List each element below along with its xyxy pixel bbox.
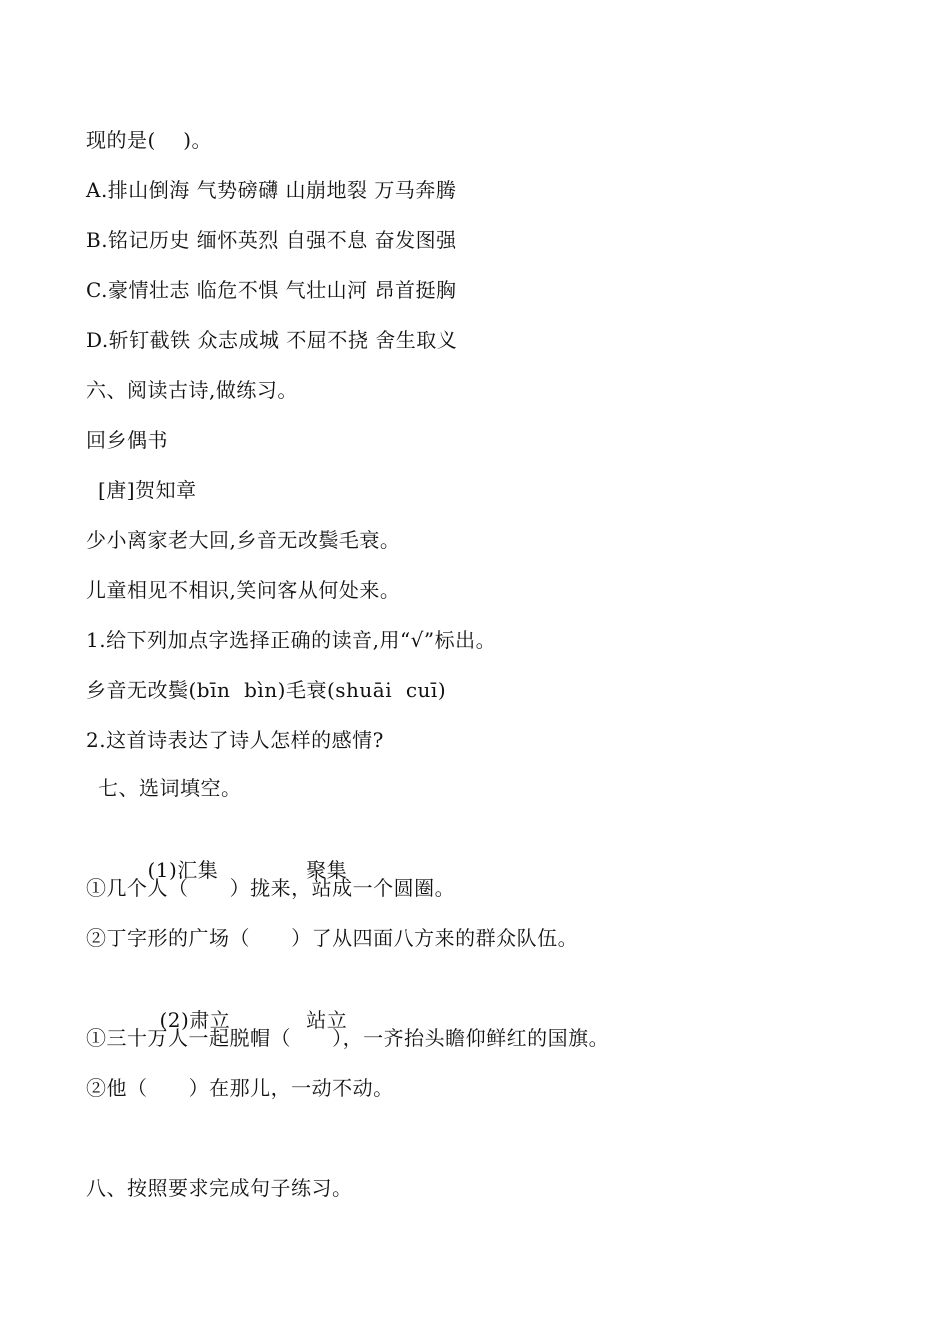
poem-author: [唐]贺知章 — [98, 478, 197, 502]
section-seven-heading: 七、选词填空。 — [98, 776, 242, 800]
fill-blank-1: ①几个人（ ）拢来，站成一个圆圈。 — [86, 876, 456, 900]
poem-line-1: 少小离家老大回,乡音无改鬓毛衰。 — [86, 528, 401, 552]
option-a: A.排山倒海 气势磅礴 山崩地裂 万马奔腾 — [86, 178, 457, 202]
word-group-1 — [120, 822, 348, 882]
fill-blank-2: ②丁字形的广场（ ）了从四面八方来的群众队伍。 — [86, 926, 579, 950]
option-b: B.铭记历史 缅怀英烈 自强不息 奋发图强 — [86, 228, 457, 252]
word-group-2-option: 站立 — [306, 1008, 348, 1032]
pronunciation-choices: 乡音无改鬓(bīn bìn)毛衰(shuāi cuī) — [86, 678, 447, 702]
fill-blank-3: ①三十万人一起脱帽（ ），一齐抬头瞻仰鲜红的国旗。 — [86, 1026, 610, 1050]
word-group-1-label: (1)汇集 — [147, 858, 219, 882]
word-group-2-label: (2)肃立 — [159, 1008, 231, 1032]
option-c: C.豪情壮志 临危不惧 气壮山河 昂首挺胸 — [86, 278, 457, 302]
word-group-2 — [132, 972, 348, 1032]
section-eight-heading: 八、按照要求完成句子练习。 — [86, 1176, 353, 1200]
poem-title: 回乡偶书 — [86, 428, 168, 452]
question-stem-end: 现的是( )。 — [86, 128, 213, 152]
option-d: D.斩钉截铁 众志成城 不屈不挠 舍生取义 — [86, 328, 458, 352]
section-six-heading: 六、阅读古诗,做练习。 — [86, 378, 298, 402]
word-group-1-option: 聚集 — [306, 858, 348, 882]
question-2: 2.这首诗表达了诗人怎样的感情? — [86, 728, 384, 752]
question-1: 1.给下列加点字选择正确的读音,用“√”标出。 — [86, 628, 497, 652]
poem-line-2: 儿童相见不相识,笑问客从何处来。 — [86, 578, 401, 602]
fill-blank-4: ②他（ ）在那儿，一动不动。 — [86, 1076, 394, 1100]
